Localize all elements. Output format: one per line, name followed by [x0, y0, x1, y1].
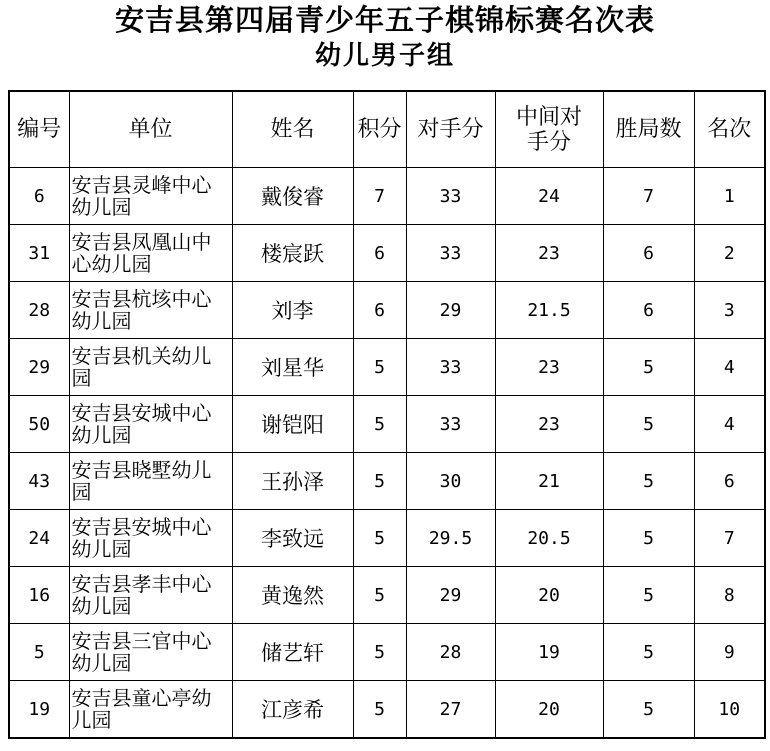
cell-rank: 3 [694, 282, 765, 339]
cell-points: 5 [353, 681, 406, 739]
cell-points: 7 [353, 168, 406, 225]
cell-unit: 安吉县机关幼儿园 [69, 339, 232, 396]
cell-middle-opponent-score: 23 [495, 225, 603, 282]
cell-opponent-score: 33 [406, 396, 495, 453]
cell-name: 楼宸跃 [232, 225, 353, 282]
cell-middle-opponent-score: 20 [495, 681, 603, 739]
table-row [9, 225, 765, 282]
cell-number: 5 [9, 624, 69, 681]
cell-name: 江彦希 [232, 681, 353, 739]
cell-wins: 5 [603, 624, 694, 681]
table-row [9, 168, 765, 225]
cell-number: 28 [9, 282, 69, 339]
cell-name: 储艺轩 [232, 624, 353, 681]
cell-points: 5 [353, 453, 406, 510]
table-row [9, 453, 765, 510]
cell-unit: 安吉县安城中心幼儿园 [69, 510, 232, 567]
cell-points: 5 [353, 567, 406, 624]
cell-unit: 安吉县晓墅幼儿园 [69, 453, 232, 510]
cell-rank: 2 [694, 225, 765, 282]
table-row [9, 510, 765, 567]
cell-rank: 9 [694, 624, 765, 681]
col-header-name: 姓名 [232, 91, 353, 168]
cell-middle-opponent-score: 24 [495, 168, 603, 225]
col-header-opponent-score: 对手分 [406, 91, 495, 168]
cell-name: 刘星华 [232, 339, 353, 396]
ranking-table-body [9, 168, 765, 739]
cell-rank: 8 [694, 567, 765, 624]
cell-middle-opponent-score: 21 [495, 453, 603, 510]
cell-name: 谢铠阳 [232, 396, 353, 453]
cell-wins: 5 [603, 396, 694, 453]
table-row [9, 282, 765, 339]
col-header-number: 编号 [9, 91, 69, 168]
cell-wins: 6 [603, 225, 694, 282]
ranking-table [8, 90, 766, 739]
cell-points: 5 [353, 510, 406, 567]
cell-name: 王孙泽 [232, 453, 353, 510]
col-header-middle-opponent-score: 中间对手分 [495, 91, 603, 168]
cell-wins: 5 [603, 567, 694, 624]
cell-unit: 安吉县安城中心幼儿园 [69, 396, 232, 453]
cell-number: 43 [9, 453, 69, 510]
cell-rank: 1 [694, 168, 765, 225]
cell-middle-opponent-score: 23 [495, 396, 603, 453]
cell-unit: 安吉县凤凰山中心幼儿园 [69, 225, 232, 282]
cell-opponent-score: 27 [406, 681, 495, 739]
cell-wins: 5 [603, 339, 694, 396]
cell-name: 李致远 [232, 510, 353, 567]
group-subtitle: 幼儿男子组 [314, 41, 455, 71]
col-header-points: 积分 [353, 91, 406, 168]
table-row [9, 567, 765, 624]
cell-rank: 7 [694, 510, 765, 567]
cell-points: 6 [353, 225, 406, 282]
cell-name: 黄逸然 [232, 567, 353, 624]
cell-middle-opponent-score: 20 [495, 567, 603, 624]
cell-opponent-score: 33 [406, 168, 495, 225]
page-title: 安吉县第四届青少年五子棋锦标赛名次表 [114, 3, 655, 37]
cell-number: 29 [9, 339, 69, 396]
cell-opponent-score: 30 [406, 453, 495, 510]
cell-opponent-score: 28 [406, 624, 495, 681]
cell-points: 5 [353, 624, 406, 681]
col-header-unit: 单位 [69, 91, 232, 168]
cell-opponent-score: 33 [406, 225, 495, 282]
cell-unit: 安吉县孝丰中心幼儿园 [69, 567, 232, 624]
cell-wins: 5 [603, 453, 694, 510]
table-row [9, 681, 765, 739]
cell-wins: 7 [603, 168, 694, 225]
cell-middle-opponent-score: 19 [495, 624, 603, 681]
table-row [9, 339, 765, 396]
cell-unit: 安吉县童心亭幼儿园 [69, 681, 232, 739]
cell-points: 5 [353, 339, 406, 396]
cell-opponent-score: 29 [406, 282, 495, 339]
table-row [9, 624, 765, 681]
cell-unit: 安吉县三官中心幼儿园 [69, 624, 232, 681]
cell-number: 50 [9, 396, 69, 453]
table-row [9, 396, 765, 453]
cell-wins: 6 [603, 282, 694, 339]
cell-number: 24 [9, 510, 69, 567]
cell-name: 刘李 [232, 282, 353, 339]
cell-opponent-score: 29.5 [406, 510, 495, 567]
cell-number: 31 [9, 225, 69, 282]
cell-rank: 4 [694, 396, 765, 453]
cell-unit: 安吉县灵峰中心幼儿园 [69, 168, 232, 225]
cell-name: 戴俊睿 [232, 168, 353, 225]
cell-opponent-score: 29 [406, 567, 495, 624]
cell-number: 6 [9, 168, 69, 225]
cell-points: 5 [353, 396, 406, 453]
cell-rank: 10 [694, 681, 765, 739]
cell-number: 19 [9, 681, 69, 739]
cell-middle-opponent-score: 23 [495, 339, 603, 396]
cell-opponent-score: 33 [406, 339, 495, 396]
cell-rank: 6 [694, 453, 765, 510]
cell-unit: 安吉县杭垓中心幼儿园 [69, 282, 232, 339]
cell-wins: 5 [603, 510, 694, 567]
cell-points: 6 [353, 282, 406, 339]
cell-number: 16 [9, 567, 69, 624]
cell-wins: 5 [603, 681, 694, 739]
cell-middle-opponent-score: 20.5 [495, 510, 603, 567]
cell-rank: 4 [694, 339, 765, 396]
col-header-wins: 胜局数 [603, 91, 694, 168]
cell-middle-opponent-score: 21.5 [495, 282, 603, 339]
header-row [9, 91, 765, 168]
col-header-rank: 名次 [694, 91, 765, 168]
